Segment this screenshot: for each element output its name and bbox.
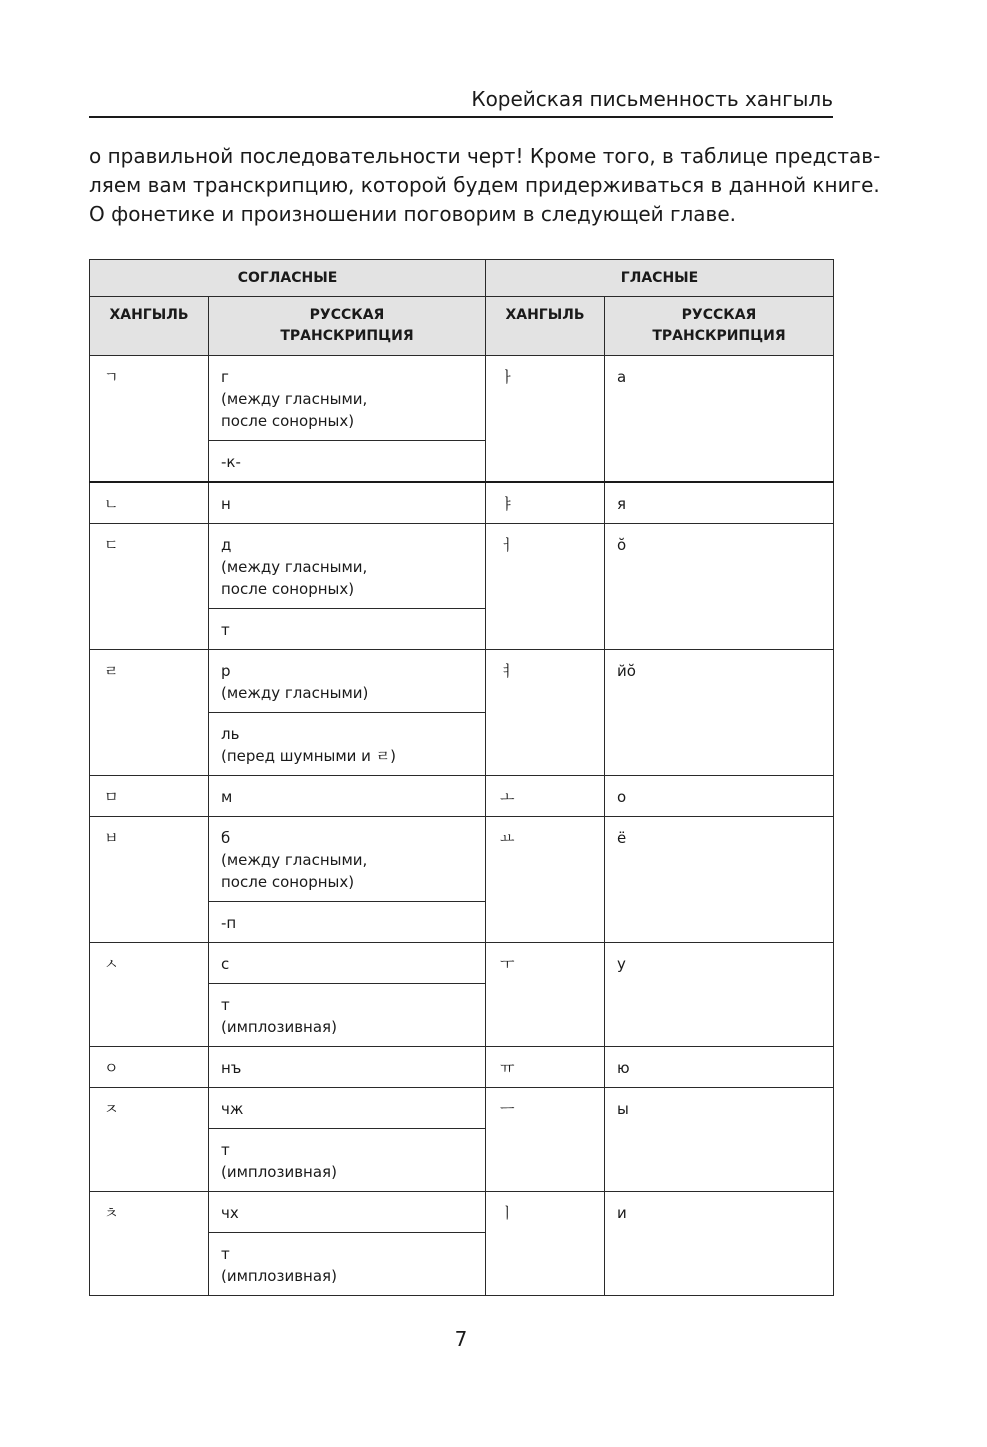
consonant-transcription-cell: т (имплозивная) (209, 1129, 486, 1192)
vowel-hangul-cell: ㅜ (486, 943, 605, 1047)
consonant-hangul-cell: ㄱ (90, 356, 209, 483)
table-row (90, 356, 834, 441)
vowel-hangul-header: ХАНГЫЛЬ (486, 297, 605, 356)
consonant-hangul-cell: ㅈ (90, 1088, 209, 1192)
consonant-hangul-cell: ㄹ (90, 650, 209, 776)
consonants-header: СОГЛАСНЫЕ (90, 260, 486, 297)
consonant-hangul-cell: ㅅ (90, 943, 209, 1047)
consonant-transcription-header: РУССКАЯ ТРАНСКРИПЦИЯ (209, 297, 486, 356)
intro-line: о правильной последовательности черт! Кроме того, в таблице представ- (89, 144, 881, 168)
consonant-transcription-cell: -п (209, 902, 486, 943)
table-row (90, 776, 834, 817)
consonant-hangul-cell: ㅂ (90, 817, 209, 943)
vowel-hangul-cell: ㅠ (486, 1047, 605, 1088)
table-row (90, 1047, 834, 1088)
consonant-transcription-cell: н (209, 482, 486, 524)
consonant-transcription-cell: р (между гласными) (209, 650, 486, 713)
vowel-transcription-cell: я (605, 482, 834, 524)
intro-paragraph (89, 142, 881, 229)
consonant-transcription-cell: т (209, 609, 486, 650)
vowel-transcription-cell: у (605, 943, 834, 1047)
consonant-transcription-cell: чх (209, 1192, 486, 1233)
consonant-transcription-cell: т (имплозивная) (209, 1233, 486, 1296)
vowel-transcription-cell: а (605, 356, 834, 483)
table-row (90, 1088, 834, 1129)
vowel-hangul-cell: ㅑ (486, 482, 605, 524)
consonant-transcription-cell: с (209, 943, 486, 984)
vowels-header: ГЛАСНЫЕ (486, 260, 834, 297)
consonant-transcription-cell: м (209, 776, 486, 817)
consonant-hangul-cell: ㄴ (90, 482, 209, 524)
table-row (90, 1192, 834, 1233)
vowel-transcription-cell: ы (605, 1088, 834, 1192)
vowel-hangul-cell: ㅏ (486, 356, 605, 483)
vowel-transcription-cell: ю (605, 1047, 834, 1088)
consonant-transcription-cell: д (между гласными, после сонорных) (209, 524, 486, 609)
consonant-transcription-cell: т (имплозивная) (209, 984, 486, 1047)
intro-line: О фонетике и произношении поговорим в следующей главе. (89, 202, 736, 226)
page-number: 7 (454, 1327, 468, 1351)
hangul-transcription-table (89, 259, 834, 1296)
consonant-transcription-cell: б (между гласными, после сонорных) (209, 817, 486, 902)
vowel-hangul-cell: ㅕ (486, 650, 605, 776)
consonant-hangul-cell: ㅁ (90, 776, 209, 817)
table-body (90, 356, 834, 1296)
vowel-hangul-cell: ㅛ (486, 817, 605, 943)
consonant-hangul-header: ХАНГЫЛЬ (90, 297, 209, 356)
consonant-hangul-cell: ㄷ (90, 524, 209, 650)
vowel-hangul-cell: ㅗ (486, 776, 605, 817)
vowel-hangul-cell: ㅓ (486, 524, 605, 650)
running-header: Корейская письменность хангыль (471, 87, 833, 111)
table-row (90, 943, 834, 984)
vowel-transcription-cell: о (605, 776, 834, 817)
consonant-transcription-cell: нъ (209, 1047, 486, 1088)
table-row (90, 524, 834, 609)
vowel-transcription-cell: ё (605, 817, 834, 943)
vowel-transcription-cell: йŏ (605, 650, 834, 776)
consonant-hangul-cell: ㅊ (90, 1192, 209, 1296)
vowel-transcription-header: РУССКАЯ ТРАНСКРИПЦИЯ (605, 297, 834, 356)
table-row (90, 482, 834, 524)
consonant-transcription-cell: ль (перед шумными и ㄹ) (209, 713, 486, 776)
consonant-transcription-cell: г (между гласными, после сонорных) (209, 356, 486, 441)
intro-line: ляем вам транскрипцию, которой будем придерживаться в данной книге. (89, 173, 880, 197)
table-row (90, 650, 834, 713)
consonant-hangul-cell: ㅇ (90, 1047, 209, 1088)
consonant-transcription-cell: чж (209, 1088, 486, 1129)
vowel-transcription-cell: и (605, 1192, 834, 1296)
vowel-hangul-cell: ㅡ (486, 1088, 605, 1192)
consonant-transcription-cell: -к- (209, 441, 486, 483)
vowel-transcription-cell: ŏ (605, 524, 834, 650)
vowel-hangul-cell: ㅣ (486, 1192, 605, 1296)
header-rule (89, 116, 833, 118)
table-row (90, 817, 834, 902)
